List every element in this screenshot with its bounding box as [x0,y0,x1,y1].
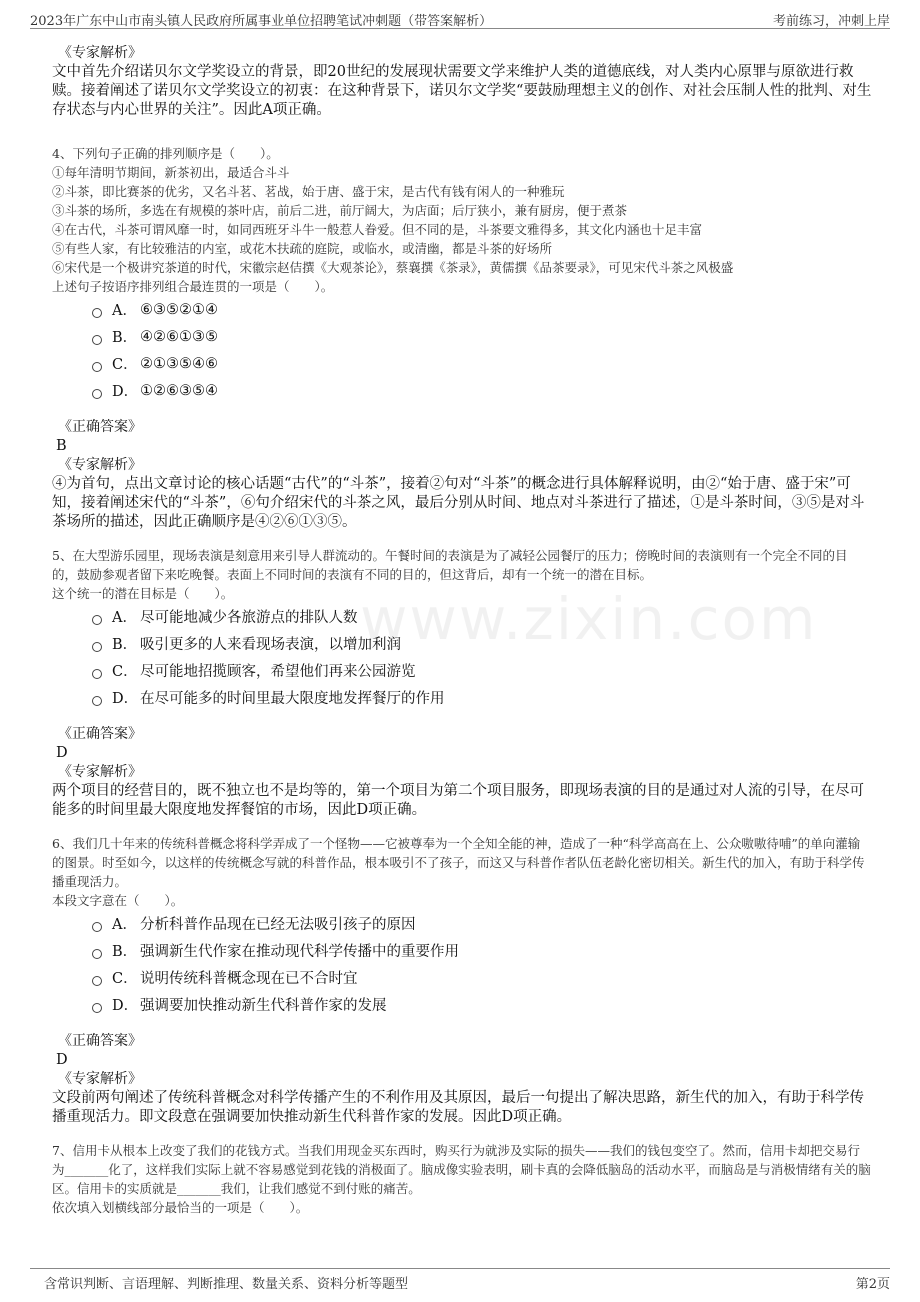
q6-answer: D [56,1052,68,1068]
q5-question: 这个统一的潜在目标是（ ）。 [52,586,234,601]
option-letter: B． [112,637,138,653]
q4-option-d[interactable] [92,377,872,404]
correct-label: 《正确答案》 [58,726,142,742]
q4-stem: 4、下列句子正确的排列顺序是（ ）。 [52,146,279,161]
document-title: 2023年广东中山市南头镇人民政府所属事业单位招聘笔试冲刺题（带答案解析） [30,14,493,29]
q5-analysis: 两个项目的经营目的，既不独立也不是均等的，第一个项目为第二个项目服务，即现场表演的目的是通过对人流的引导，在尽可能多的时间里最大限度地发挥餐馆的市场，因此D项正确。 [52,783,864,818]
question-4 [52,144,872,532]
page-header [30,8,890,29]
radio-icon[interactable] [92,335,102,345]
option-text: 吸引更多的人来看现场表演，以增加利润 [140,637,401,653]
q6-option-a[interactable] [92,910,872,937]
correct-label: 《正确答案》 [58,1033,142,1049]
q4-sentence-2: ②斗茶，即比赛茶的优劣，又名斗茗、茗战，始于唐、盛于宋，是古代有钱有闲人的一种雅玩 [52,184,565,199]
q4-answer: B [56,438,67,454]
option-text: 尽可能地减少各旅游点的排队人数 [140,610,358,626]
radio-icon[interactable] [92,976,102,986]
radio-icon[interactable] [92,615,102,625]
option-letter: D． [112,691,139,707]
q4-option-c[interactable] [92,350,872,377]
q6-question: 本段文字意在（ ）。 [52,893,184,908]
radio-icon[interactable] [92,1003,102,1013]
radio-icon[interactable] [92,642,102,652]
q4-sentence-5: ⑤有些人家，有比较雅洁的内室，或花木扶疏的庭院，或临水，或清幽，都是斗茶的好场所 [52,241,553,256]
option-letter: B． [112,330,138,346]
option-letter: A． [112,610,137,626]
q4-option-a[interactable] [92,296,872,323]
q5-options [92,603,872,711]
q4-options [92,296,872,404]
q5-stem: 5、在大型游乐园里，现场表演是刻意用来引导人群流动的。午餐时间的表演是为了减轻公园餐厅的压力；傍晚时间的表演则有一个完全不同的目的，鼓励参观者留下来吃晚餐。表面上不同时间的表演有不同的目的，但这背后，却有一个统一的潜在目标。 [52,548,848,582]
main-content [52,44,872,1217]
option-text: 说明传统科普概念现在已不合时宜 [140,971,358,987]
q6-stem: 6、我们几十年来的传统科普概念将科学弄成了一个怪物——它被尊奉为一个全知全能的神，造成了一种“科学高高在上、公众嗷嗷待哺”的单向灌输的图景。时至如今，以这样的传统概念写就的科普作品，根本吸引不了孩子，而这又与科普作者队伍老龄化密切相关。新生代的加入，有助于科学传播重现活力。 [52,836,865,889]
correct-label: 《正确答案》 [58,419,142,435]
expert-label: 《专家解析》 [58,764,142,780]
option-text: ⑥③⑤②①④ [140,301,218,318]
q3-analysis: 文中首先介绍诺贝尔文学奖设立的背景，即20世纪的发展现状需要文学来维护人类的道德底线，对人类内心原罪与原欲进行救赎。接着阐述了诺贝尔文学奖设立的初衷：在这种背景下，诺贝尔文学奖“要鼓励理想主义的创作、对社会压制人性的批判、对生存状态与内心世界的关注”。因此A项正确。 [52,64,872,118]
footer-categories: 含常识判断、言语理解、判断推理、数量关系、资料分析等题型 [44,1277,409,1292]
q7-stem: 7、信用卡从根本上改变了我们的花钱方式。当我们用现金买东西时，购买行为就涉及实际的损失——我们的钱包变空了。然而，信用卡却把交易行为_______化了，这样我们实际上就不容易感觉到花钱的消极面了。脑成像实验表明，刷卡真的会降低脑岛的活动水平，而脑岛是与消极情绪有关的脑区。信用卡的实质就是_______我们，让我们感觉不到付账的痛苦。 [52,1143,871,1196]
option-text: 强调新生代作家在推动现代科学传播中的重要作用 [140,944,459,960]
radio-icon[interactable] [92,669,102,679]
q4-sentence-4: ④在古代，斗茶可谓风靡一时，如同西班牙斗牛一般惹人眷爱。但不同的是，斗茶要文雅得多，其文化内涵也十足丰富 [52,222,703,237]
radio-icon[interactable] [92,389,102,399]
option-letter: C． [112,664,138,680]
option-letter: B． [112,944,138,960]
q4-sentence-3: ③斗茶的场所，多选在有规模的茶叶店，前后二进，前厅阔大，为店面；后厅狭小，兼有厨房，便于煮茶 [52,203,628,218]
expert-label: 《专家解析》 [58,457,142,473]
expert-label: 《专家解析》 [58,45,142,61]
radio-icon[interactable] [92,308,102,318]
radio-icon[interactable] [92,362,102,372]
q6-option-d[interactable] [92,991,872,1018]
page-footer [30,1268,890,1291]
q6-option-c[interactable] [92,964,872,991]
q7-question: 依次填入划横线部分最恰当的一项是（ ）。 [52,1200,309,1215]
expert-label: 《专家解析》 [58,1071,142,1087]
radio-icon[interactable] [92,696,102,706]
option-text: ①②⑥③⑤④ [140,382,218,399]
option-letter: C． [112,357,138,373]
radio-icon[interactable] [92,949,102,959]
option-text: ④②⑥①③⑤ [140,328,218,345]
option-text: 分析科普作品现在已经无法吸引孩子的原因 [140,917,416,933]
question-7 [52,1141,872,1217]
q5-option-a[interactable] [92,603,872,630]
q5-option-b[interactable] [92,630,872,657]
q6-option-b[interactable] [92,937,872,964]
option-letter: D． [112,384,139,400]
q4-sentence-1: ①每年清明节期间，新茶初出，最适合斗斗 [52,165,290,180]
option-letter: C． [112,971,138,987]
page-number: 第2页 [855,1277,890,1292]
q5-option-d[interactable] [92,684,872,711]
option-letter: A． [112,917,137,933]
option-letter: D． [112,998,139,1014]
watermark: www.zixin.com [360,585,818,653]
option-text: 在尽可能多的时间里最大限度地发挥餐厅的作用 [140,691,445,707]
question-5 [52,546,872,820]
q5-option-c[interactable] [92,657,872,684]
option-text: 尽可能地招揽顾客，希望他们再来公园游览 [140,664,416,680]
question-6 [52,834,872,1127]
q4-sentence-6: ⑥宋代是一个极讲究茶道的时代，宋徽宗赵佶撰《大观茶论》，蔡襄撰《茶录》，黄儒撰《品茶要录》，可见宋代斗茶之风极盛 [52,260,734,275]
radio-icon[interactable] [92,922,102,932]
q5-answer: D [56,745,68,761]
option-letter: A． [112,303,137,319]
q4-question: 上述句子按语序排列组合最连贯的一项是（ ）。 [52,279,334,294]
q4-option-b[interactable] [92,323,872,350]
option-text: ②①③⑤④⑥ [140,355,218,372]
q4-analysis: ④为首句，点出文章讨论的核心话题“古代”的“斗茶”，接着②句对“斗茶”的概念进行具体解释说明，由②“始于唐、盛于宋”可知，接着阐述宋代的“斗茶”，⑥句介绍宋代的斗茶之风，最后分别从时间、地点对斗茶进行了描述，①是斗茶时间，③⑤是对斗茶场所的描述，因此正确顺序是④②⑥①③⑤。 [52,476,865,530]
q6-analysis: 文段前两句阐述了传统科普概念对科学传播产生的不利作用及其原因，最后一句提出了解决思路，新生代的加入，有助于科学传播重现活力。即文段意在强调要加快推动新生代科普作家的发展。因此D项正确。 [52,1090,864,1125]
option-text: 强调要加快推动新生代科普作家的发展 [140,998,387,1014]
header-slogan: 考前练习，冲刺上岸 [772,14,890,29]
q6-options [92,910,872,1018]
